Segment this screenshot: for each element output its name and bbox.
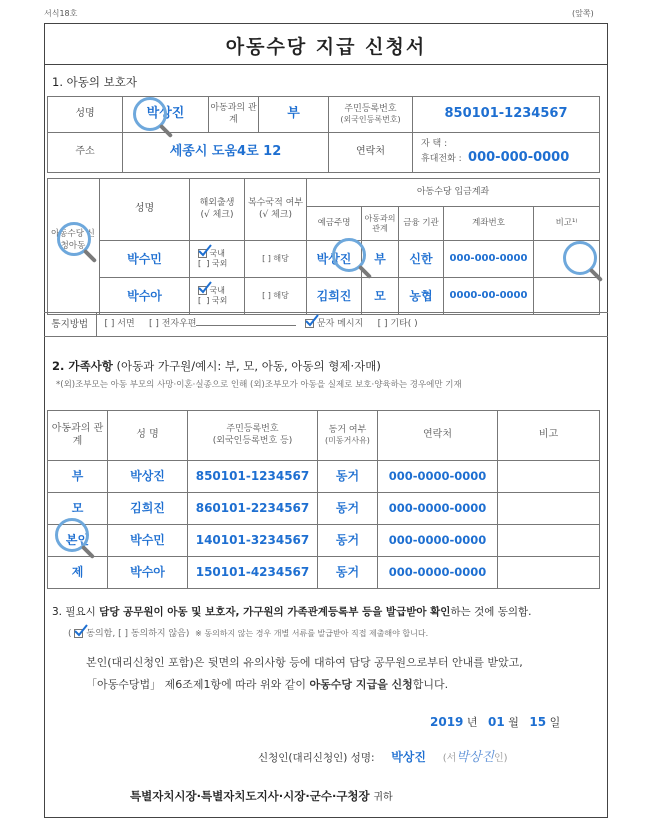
date-day: 15 (529, 715, 547, 729)
section2-note: *(외)조부모는 아동 부모의 사망·이혼·실종으로 인해 (외)조부모가 아동을 실제로 보호·양육하는 경우에만 기재 (56, 380, 462, 390)
remark-head: 비고¹⁾ (534, 207, 600, 241)
family-cohab: 동거 (318, 525, 378, 557)
bank-head: 금융 기관 (399, 207, 444, 241)
notify-table (44, 312, 608, 337)
deposit-account-head: 아동수당 입금계좌 (307, 179, 600, 207)
family-rrn: 860101-2234567 (188, 493, 318, 525)
contact-label: 연락처 (329, 133, 413, 173)
family-table (47, 410, 600, 589)
magnifier-icon (133, 97, 167, 131)
guardian-relation-label: 아동과의 관계 (209, 97, 259, 133)
holder-name: 김희진 (307, 278, 362, 315)
decl2-suffix: 합니다. (412, 678, 449, 691)
section2-heading-rest: (아동과 가구원/예시: 부, 모, 아동, 아동의 형제·자매) (112, 359, 381, 373)
day-unit: 일 (549, 716, 561, 729)
dual-nationality-head-cell (245, 179, 307, 241)
address-label: 주소 (48, 133, 123, 173)
family-cohab: 동거 (318, 493, 378, 525)
table-row (48, 525, 600, 557)
family-name: 박수아 (108, 557, 188, 589)
overseas-birth-head-cell (190, 179, 245, 241)
foreign-label: 국외 (211, 296, 228, 305)
family-relation: 제 (48, 557, 108, 589)
family-remark (498, 461, 600, 493)
handwritten-signature: 박상진 (456, 750, 494, 765)
child-name-head: 성명 (100, 179, 190, 241)
guardian-rrn-label: 주민등록번호 (344, 103, 397, 114)
family-contact: 000-0000-0000 (378, 493, 498, 525)
notify-sms: 문자 메시지 (316, 318, 364, 329)
holder-head: 예금주명 (307, 207, 362, 241)
family-remark (498, 525, 600, 557)
remark-cell (534, 278, 600, 315)
checkmark-icon (198, 244, 212, 258)
form-number: 서식18호 (44, 9, 78, 18)
guardian-table (47, 96, 600, 173)
account-number-head: 계좌번호 (444, 207, 534, 241)
guardian-name-label: 성명 (48, 97, 123, 133)
email-blank (196, 325, 296, 326)
notify-options (96, 313, 608, 337)
account-number: 000-000-0000 (444, 241, 534, 278)
domestic-checkbox[interactable] (198, 286, 207, 295)
family-name: 박수민 (108, 525, 188, 557)
family-name: 박상진 (108, 461, 188, 493)
application-date (430, 714, 560, 730)
table-row (48, 557, 600, 589)
child-dual-check[interactable]: [ ] 해당 (245, 278, 307, 315)
magnifier-icon (563, 241, 597, 275)
applicant-label: 신청인(대리신청인) 성명: (258, 752, 375, 764)
magnifier-icon (332, 238, 366, 272)
family-name-head: 성 명 (108, 411, 188, 461)
family-rrn: 150101-4234567 (188, 557, 318, 589)
home-phone-label: 자 택 : (421, 138, 448, 149)
notify-other[interactable]: [ ] 기타( ) (377, 318, 418, 329)
holder-relation: 부 (362, 241, 399, 278)
overseas-birth-head: 해외출생 (199, 198, 235, 209)
family-contact: 000-0000-0000 (378, 461, 498, 493)
consent-note: ※ 동의하지 않는 경우 개별 서류를 발급받아 직접 제출해야 합니다. (195, 629, 429, 638)
dual-nationality-head: 복수국적 여부 (247, 198, 304, 209)
applicant-line (258, 746, 508, 765)
holder-relation-head: 아동과의 관계 (362, 207, 399, 241)
child-birth-check: 국내 [ ] 국외 (190, 278, 245, 315)
section2-heading-bold: 2. 가족사항 (52, 359, 113, 373)
title-divider (44, 64, 608, 65)
consent-no[interactable]: [ ] 동의하지 않음) (118, 629, 190, 639)
consent-choice: ( 동의함, [ ] 동의하지 않음) ※ 동의하지 않는 경우 개별 서류를 발급받아 직접 제출해야 합니다. (68, 626, 428, 639)
notify-email[interactable]: [ ] 전자우편 (148, 318, 197, 329)
family-remark (498, 557, 600, 589)
family-remark-head: 비고 (498, 411, 600, 461)
declaration-line2 (86, 674, 448, 696)
checkmark-icon (198, 281, 212, 295)
magnifier-icon (55, 518, 89, 552)
decl2-prefix: 「아동수당법」 제6조제1항에 따라 위와 같이 (86, 678, 310, 691)
sms-checkbox[interactable] (305, 319, 314, 328)
sign-close: 인) (493, 753, 508, 764)
family-contact: 000-0000-0000 (378, 525, 498, 557)
family-contact: 000-0000-0000 (378, 557, 498, 589)
family-cohab: 동거 (318, 557, 378, 589)
table-row (48, 461, 600, 493)
guardian-rrn-label-cell (329, 97, 413, 133)
guardian-mobile: 000-000-0000 (468, 150, 570, 165)
date-year: 2019 (430, 715, 464, 729)
family-contact-head: 연락처 (378, 411, 498, 461)
holder-relation: 모 (362, 278, 399, 315)
year-unit: 년 (466, 716, 478, 729)
child-dual-check[interactable]: [ ] 해당 (245, 241, 307, 278)
section1-heading: 1. 아동의 보호자 (52, 75, 137, 89)
family-cohab: 동거 (318, 461, 378, 493)
month-unit: 월 (508, 716, 519, 729)
family-rrn-head: 주민등록번호 (226, 424, 279, 435)
bank-name: 신한 (399, 241, 444, 278)
applicant-name: 박상진 (391, 750, 426, 764)
foreign-label: 국외 (211, 259, 228, 268)
applicant-children-label: 아동수당 신청아동 (51, 229, 95, 251)
child-name: 박수민 (100, 241, 190, 278)
family-relation: 모 (48, 493, 108, 525)
account-number: 0000-00-0000 (444, 278, 534, 315)
mobile-label: 휴대전화 : (421, 154, 462, 164)
guardian-rrn-sublabel: (외국인등록번호) (340, 115, 401, 125)
family-relation-head: 아동과의 관계 (48, 411, 108, 461)
family-cohab-head: 동거 여부 (328, 424, 367, 435)
guardian-rrn: 850101-1234567 (413, 97, 600, 133)
bank-name: 농협 (399, 278, 444, 315)
domestic-label: 국내 (209, 286, 226, 295)
section2-heading (52, 358, 381, 374)
consent-yes-checkbox[interactable] (74, 629, 83, 638)
form-title: 아동수당 지급 신청서 (225, 36, 427, 58)
domestic-label: 국내 (209, 249, 226, 258)
guardian-contact-cell (413, 133, 600, 173)
sign-open: (서 (442, 753, 457, 764)
recipient-line (130, 788, 393, 804)
family-rrn-head-cell (188, 411, 318, 461)
consent-prefix: 3. 필요시 (52, 606, 100, 618)
consent-statement (52, 604, 531, 619)
consent-yes: 동의함, (86, 629, 116, 639)
children-table (47, 178, 600, 315)
domestic-checkbox[interactable] (198, 249, 207, 258)
child-birth-check: 국내 [ ] 국외 (190, 241, 245, 278)
family-cohab-head-cell (318, 411, 378, 461)
family-rrn-sub: (외국인등록번호 등) (212, 435, 293, 446)
guardian-name: 박상진 (123, 97, 209, 133)
declaration-line1: 본인(대리신청인 포함)은 뒷면의 유의사항 등에 대하여 담당 공무원으로부터 안내를 받았고, (86, 656, 523, 669)
family-rrn: 850101-1234567 (188, 461, 318, 493)
holder-name: 박상진 (307, 241, 362, 278)
page-side-label: (앞쪽) (572, 9, 594, 18)
magnifier-icon (57, 222, 91, 256)
family-name: 김희진 (108, 493, 188, 525)
consent-suffix: 하는 것에 동의함. (450, 606, 532, 618)
recipient-suffix: 귀하 (373, 792, 393, 803)
checkmark-icon (305, 314, 319, 328)
family-remark (498, 493, 600, 525)
family-cohab-sub: (미동거사유) (325, 436, 370, 446)
recipient: 특별자치시장·특별자치도지사·시장·군수·구청장 (130, 789, 370, 803)
table-row (48, 493, 600, 525)
checkmark-icon (74, 624, 88, 638)
decl2-bold: 아동수당 지급을 신청 (309, 678, 413, 691)
overseas-birth-sub: (√ 체크) (200, 209, 234, 220)
family-relation: 본인 (48, 525, 108, 557)
dual-nationality-sub: (√ 체크) (258, 209, 292, 220)
consent-bold: 담당 공무원이 아동 및 보호자, 가구원의 가족관계등록부 등을 발급받아 확인 (99, 606, 451, 618)
child-name: 박수아 (100, 278, 190, 315)
family-rrn: 140101-3234567 (188, 525, 318, 557)
notify-label: 통지방법 (44, 313, 96, 337)
date-month: 01 (488, 715, 505, 729)
notify-paper[interactable]: [ ] 서면 (104, 318, 135, 329)
guardian-relation: 부 (259, 97, 329, 133)
family-relation: 부 (48, 461, 108, 493)
guardian-address: 세종시 도움4로 12 (123, 133, 329, 173)
